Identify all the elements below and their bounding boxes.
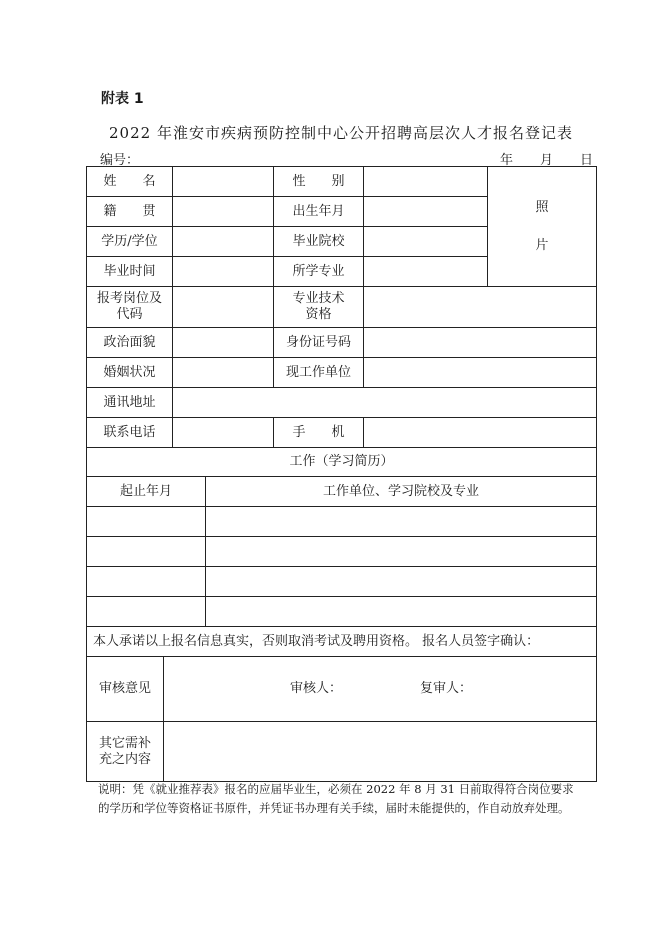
current-unit-label: 现工作单位: [273, 357, 364, 388]
graduation-time-label: 毕业时间: [86, 256, 173, 287]
marital-status-field[interactable]: [172, 357, 274, 388]
photo-label-char-2: 片: [535, 237, 549, 253]
school-label: 毕业院校: [273, 226, 364, 257]
resume-section-title: 工作（学习简历）: [86, 447, 597, 477]
political-status-field[interactable]: [172, 327, 274, 358]
note-line-1: 说明：凭《就业推荐表》报名的应届毕业生，必须在 2022 年 8 月 31 日前取得符合岗位要求: [98, 782, 574, 796]
review-opinion-label: 审核意见: [86, 656, 164, 722]
resume-period-cell[interactable]: [86, 596, 206, 627]
graduation-time-field[interactable]: [172, 256, 274, 287]
note-line-2: 的学历和学位等资格证书原件，并凭证书办理有关手续，届时未能提供的，作自动放弃处理。: [98, 801, 570, 815]
resume-period-header: 起止年月: [86, 476, 206, 507]
marital-status-label: 婚姻状况: [86, 357, 173, 388]
resume-period-cell[interactable]: [86, 566, 206, 597]
other-content-label: 其它需补 充之内容: [86, 721, 164, 782]
hometown-label: 籍 贯: [86, 196, 173, 227]
name-field[interactable]: [172, 166, 274, 197]
position-code-field[interactable]: [172, 286, 274, 328]
resume-period-cell[interactable]: [86, 506, 206, 537]
serial-number-label: 编号：: [100, 153, 140, 168]
current-unit-field[interactable]: [363, 357, 597, 388]
pledge-statement: 本人承诺以上报名信息真实，否则取消考试及聘用资格。 报名人员签字确认：: [86, 626, 597, 657]
rechecker-label: 复审人：: [420, 681, 473, 696]
gender-field[interactable]: [363, 166, 488, 197]
phone-label: 联系电话: [86, 417, 173, 448]
degree-field[interactable]: [172, 226, 274, 257]
political-status-label: 政治面貌: [86, 327, 173, 358]
photo-label-char-1: 照: [535, 199, 549, 215]
resume-detail-cell[interactable]: [205, 536, 597, 567]
mobile-label: 手 机: [273, 417, 364, 448]
address-field[interactable]: [172, 387, 597, 418]
review-opinion-field[interactable]: [163, 656, 597, 722]
tech-qualification-label: 专业技术 资格: [273, 286, 364, 328]
form-title: 2022 年淮安市疾病预防控制中心公开招聘高层次人才报名登记表: [109, 124, 573, 142]
tech-qualification-field[interactable]: [363, 286, 597, 328]
school-field[interactable]: [363, 226, 488, 257]
photo-box[interactable]: [487, 166, 597, 287]
reviewer-label: 审核人：: [290, 681, 343, 696]
birth-label: 出生年月: [273, 196, 364, 227]
resume-period-cell[interactable]: [86, 536, 206, 567]
position-code-label: 报考岗位及 代码: [86, 286, 173, 328]
resume-detail-cell[interactable]: [205, 596, 597, 627]
address-label: 通讯地址: [86, 387, 173, 418]
hometown-field[interactable]: [172, 196, 274, 227]
date-day-label: 日: [580, 153, 594, 168]
mobile-field[interactable]: [363, 417, 597, 448]
annex-label: 附表 1: [101, 91, 144, 107]
major-field[interactable]: [363, 256, 488, 287]
other-content-field[interactable]: [163, 721, 597, 782]
id-number-label: 身份证号码: [273, 327, 364, 358]
degree-label: 学历/学位: [86, 226, 173, 257]
major-label: 所学专业: [273, 256, 364, 287]
date-month-label: 月: [540, 153, 554, 168]
id-number-field[interactable]: [363, 327, 597, 358]
name-label: 姓 名: [86, 166, 173, 197]
birth-field[interactable]: [363, 196, 488, 227]
phone-field[interactable]: [172, 417, 274, 448]
resume-detail-cell[interactable]: [205, 566, 597, 597]
resume-detail-header: 工作单位、学习院校及专业: [205, 476, 597, 507]
gender-label: 性 别: [273, 166, 364, 197]
resume-detail-cell[interactable]: [205, 506, 597, 537]
date-year-label: 年: [500, 153, 514, 168]
